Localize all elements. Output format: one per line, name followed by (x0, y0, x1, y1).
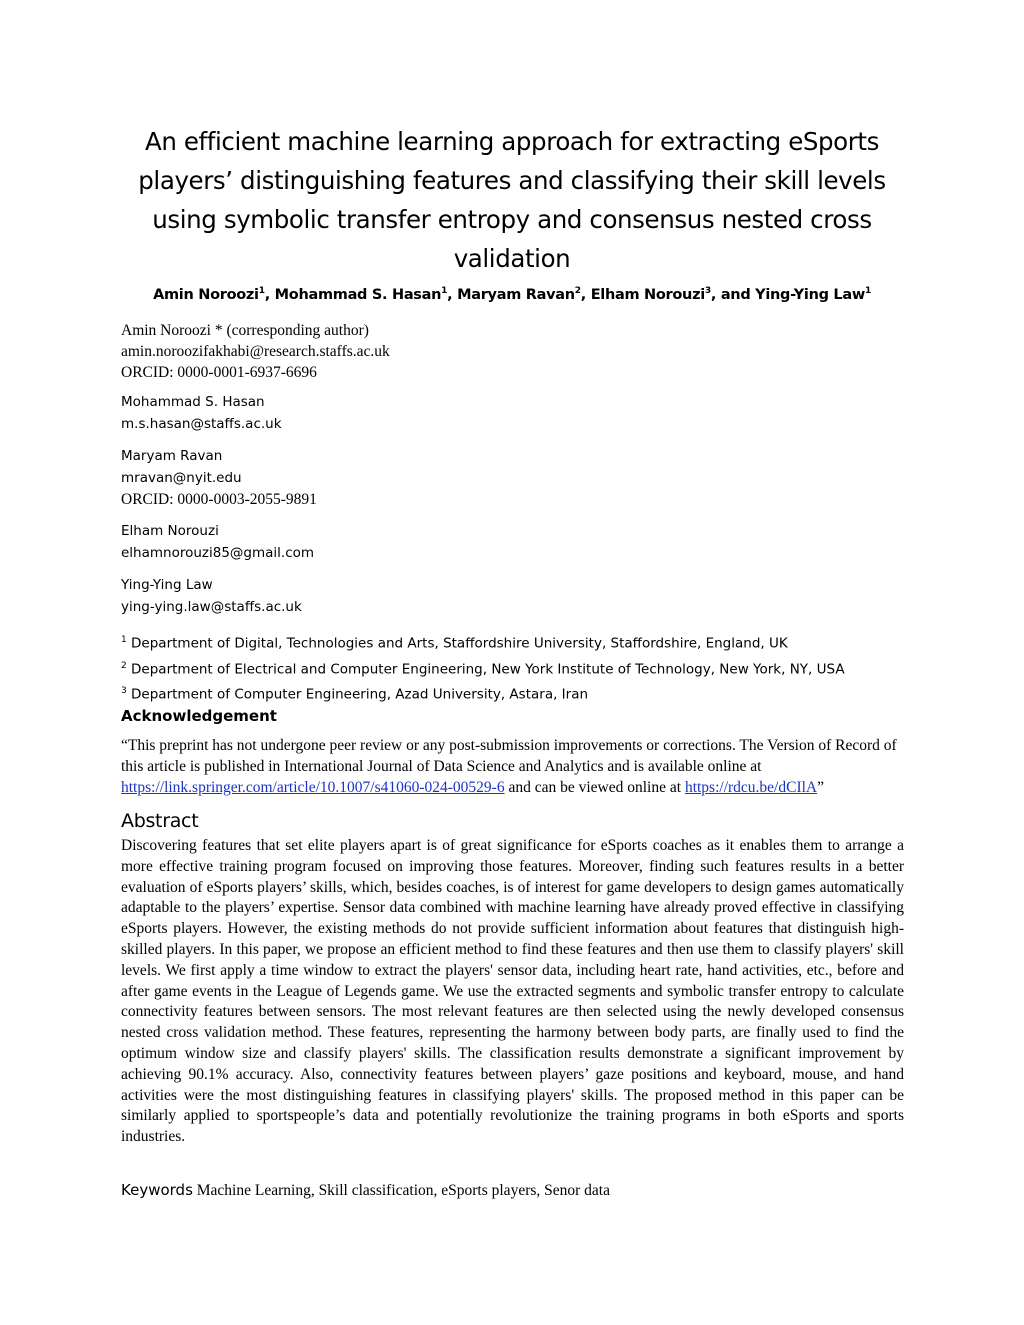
contact-hasan (121, 391, 821, 435)
contact-orcid: ORCID: 0000-0001-6937-6696 (121, 364, 317, 381)
keywords-label: Keywords (121, 1181, 193, 1199)
contact-email[interactable]: mravan@nyit.edu (121, 470, 242, 486)
contact-name: Amin Noroozi * (corresponding author) (121, 322, 369, 339)
contact-ravan (121, 445, 821, 510)
contact-name: Mohammad S. Hasan (121, 394, 265, 410)
contact-name: Ying-Ying Law (121, 577, 213, 593)
contact-name: Elham Norouzi (121, 523, 219, 539)
contact-email[interactable]: m.s.hasan@staffs.ac.uk (121, 416, 282, 432)
contact-norouzi (121, 520, 821, 564)
acknowledgement-heading: Acknowledgement (121, 707, 277, 725)
affiliation: $^3$ Department of Computer Engineering, Azad University, Astara, Iran (121, 686, 589, 703)
acknowledgement-text: “This preprint has not undergone peer review or any post-submission improvements or corrections. The Version of Record of this article is published in International Journal of Data Science and Analytics and is available online at https://link.springer.com/article/10.1007/s41060-024-00529-6 and can be viewed online at https://rdcu.be/dCIlA” (121, 737, 897, 796)
abstract-text: Discovering features that set elite players apart is of great significance for eSports coaches as it enables them to arrange a more effective training program focused on improving those features. Moreover, finding such features results in a better evaluation of eSports players’ skills, which, besides coaches, is of interest for game developers to design games automatically adaptable to the players’ expertise. Sensor data combined with machine learning have already proved effective in classifying eSports players. However, the existing methods do not provide sufficient information about features that distinguish high-skilled players. In this paper, we propose an efficient method to find these features and then use them to classify players' skill levels. We first apply a time window to extract the players' sensor data, including heart rate, hand activities, etc., before and after game events in the League of Legends game. We use the extracted segments and symbolic transfer entropy to calculate connectivity features between sensors. The most relevant features are then selected using the newly developed consensus nested cross validation method. These features, representing the harmony between body parts, are finally used to find the optimum window size and classify players' skills. The classification results demonstrate a significant improvement by achieving 90.1% accuracy. Also, connectivity features between players’ gaze positions and keyboard, mouse, and hand activities were the most distinguishing features in classifying players' skills. The proposed method in this paper can be similarly applied to sportspeople’s data and potentially revolutionize the training programs in both eSports and sports industries. (121, 837, 904, 1146)
contact-law (121, 574, 821, 618)
rdcu-link[interactable]: https://rdcu.be/dCIlA (684, 779, 818, 796)
affiliation: $^2$ Department of Electrical and Computer Engineering, New York Institute of Technology, New York, NY, USA (121, 660, 845, 677)
contact-orcid: ORCID: 0000-0003-2055-9891 (121, 491, 317, 508)
contact-email[interactable]: ying-ying.law@staffs.ac.uk (121, 599, 302, 615)
author: Elham Norouzi$^3$, and (590, 286, 756, 303)
author: Ying-Ying Law$^1$ (755, 286, 871, 303)
author-list (120, 286, 904, 303)
contact-name: Maryam Ravan (121, 448, 223, 464)
affiliations (121, 629, 921, 706)
keywords (121, 1181, 904, 1200)
affiliation: $^1$ Department of Digital, Technologies and Arts, Staffordshire University, Staffordshire, England, UK (121, 635, 788, 652)
contact-email[interactable]: elhamnorouzi85@gmail.com (121, 545, 315, 561)
keywords-text: Machine Learning, Skill classification, eSports players, Senor data (192, 1182, 610, 1199)
contact-noroozi (121, 320, 821, 383)
contact-email[interactable]: amin.noroozifakhabi@research.staffs.ac.uk (121, 343, 390, 360)
author: Mohammad S. Hasan$^1$, (274, 286, 458, 303)
author: Maryam Ravan$^2$, (457, 286, 591, 303)
author: Amin Noroozi$^1$, (153, 286, 275, 303)
abstract-heading: Abstract (121, 810, 199, 832)
springer-link[interactable]: https://link.springer.com/article/10.1007/s41060-024-00529-6 (121, 779, 505, 796)
paper-title: An efficient machine learning approach for extracting eSports players’ distinguishing features and classifying their skill levels using symbolic transfer entropy and consensus nested cross validation (138, 127, 886, 273)
